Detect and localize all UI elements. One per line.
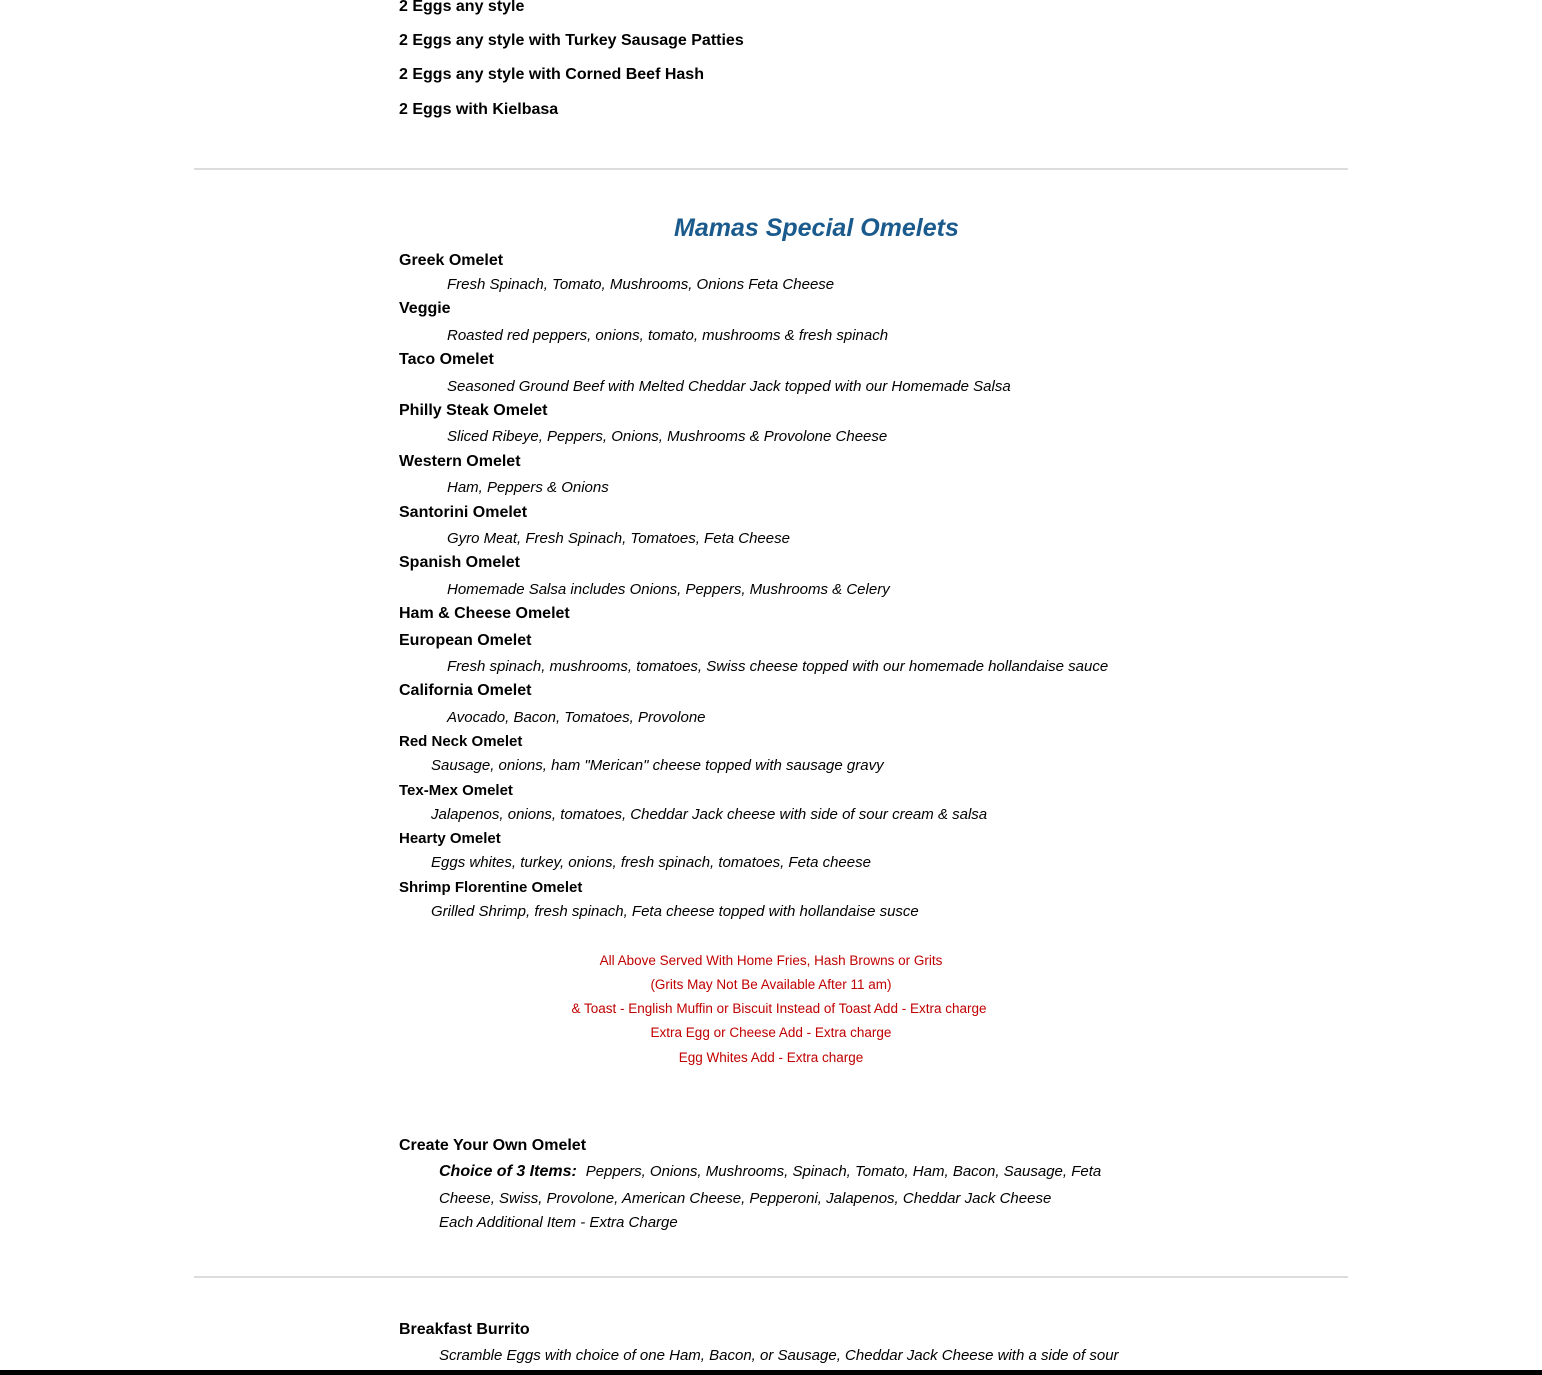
- choice-label: Choice of 3 Items:: [439, 1163, 577, 1180]
- section-divider: [194, 1276, 1348, 1278]
- menu-item-desc: Roasted red peppers, onions, tomato, mushrooms & fresh spinach: [447, 327, 889, 344]
- grits-note: (Grits May Not Be Available After 11 am): [650, 977, 892, 992]
- toast-note: & Toast - English Muffin or Biscuit Instead of Toast Add - Extra charge: [571, 1001, 987, 1016]
- menu-item-name: Hearty Omelet: [399, 830, 501, 847]
- menu-item-desc: Grilled Shrimp, fresh spinach, Feta cheese topped with hollandaise susce: [431, 903, 919, 920]
- menu-item-name: Philly Steak Omelet: [399, 402, 548, 419]
- menu-item-desc: Eggs whites, turkey, onions, fresh spinach, tomatoes, Feta cheese: [431, 854, 871, 871]
- menu-item-name: Veggie: [399, 300, 451, 317]
- egg-item: 2 Eggs any style: [399, 0, 525, 15]
- menu-item-desc: Jalapenos, onions, tomatoes, Cheddar Jack cheese with side of sour cream & salsa: [431, 806, 988, 823]
- menu-item-name: Red Neck Omelet: [399, 733, 523, 750]
- menu-item-name: European Omelet: [399, 632, 532, 649]
- section-title: Mamas Special Omelets: [674, 214, 959, 242]
- menu-item-name: Ham & Cheese Omelet: [399, 605, 570, 622]
- menu-item-desc: Sausage, onions, ham "Merican" cheese topped with sausage gravy: [431, 757, 884, 774]
- menu-item-desc: Homemade Salsa includes Onions, Peppers, Mushrooms & Celery: [447, 581, 890, 598]
- menu-item-name: Shrimp Florentine Omelet: [399, 879, 583, 896]
- menu-item-name: Tex-Mex Omelet: [399, 782, 513, 799]
- additional-item-note: Each Additional Item - Extra Charge: [439, 1214, 678, 1231]
- egg-item: 2 Eggs with Kielbasa: [399, 101, 559, 118]
- menu-item-name: Western Omelet: [399, 453, 521, 470]
- menu-item-name: Santorini Omelet: [399, 504, 528, 521]
- menu-item-desc: Avocado, Bacon, Tomatoes, Provolone: [447, 709, 706, 726]
- egg-whites-note: Egg Whites Add - Extra charge: [678, 1050, 864, 1065]
- menu-item-desc: Seasoned Ground Beef with Melted Cheddar Jack topped with our Homemade Salsa: [447, 378, 1011, 395]
- burrito-title: Breakfast Burrito: [399, 1321, 530, 1338]
- bottom-bar: [0, 1370, 1542, 1375]
- extra-egg-note: Extra Egg or Cheese Add - Extra charge: [650, 1025, 892, 1040]
- burrito-desc: Scramble Eggs with choice of one Ham, Bacon, or Sausage, Cheddar Jack Cheese with a side of sour: [439, 1347, 1119, 1364]
- create-own-title: Create Your Own Omelet: [399, 1137, 587, 1154]
- menu-item-desc: Ham, Peppers & Onions: [447, 479, 609, 496]
- egg-item: 2 Eggs any style with Turkey Sausage Patties: [399, 32, 744, 49]
- served-with-note: All Above Served With Home Fries, Hash Browns or Grits: [599, 953, 943, 968]
- choice-items-cont: Cheese, Swiss, Provolone, American Cheese, Pepperoni, Jalapenos, Cheddar Jack Cheese: [439, 1190, 1052, 1207]
- egg-item: 2 Eggs any style with Corned Beef Hash: [399, 66, 704, 83]
- menu-item-name: Spanish Omelet: [399, 554, 520, 571]
- choice-items: Peppers, Onions, Mushrooms, Spinach, Tomato, Ham, Bacon, Sausage, Feta: [585, 1163, 1102, 1180]
- section-divider: [194, 168, 1348, 170]
- menu-item-desc: Fresh spinach, mushrooms, tomatoes, Swiss cheese topped with our homemade hollandaise sauce: [447, 658, 1109, 675]
- menu-item-name: Taco Omelet: [399, 351, 494, 368]
- menu-item-name: California Omelet: [399, 682, 532, 699]
- menu-item-desc: Gyro Meat, Fresh Spinach, Tomatoes, Feta Cheese: [447, 530, 790, 547]
- choice-line: [439, 1163, 1101, 1181]
- menu-item-desc: Sliced Ribeye, Peppers, Onions, Mushrooms & Provolone Cheese: [447, 428, 888, 445]
- menu-item-name: Greek Omelet: [399, 252, 504, 269]
- menu-item-desc: Fresh Spinach, Tomato, Mushrooms, Onions Feta Cheese: [447, 276, 835, 293]
